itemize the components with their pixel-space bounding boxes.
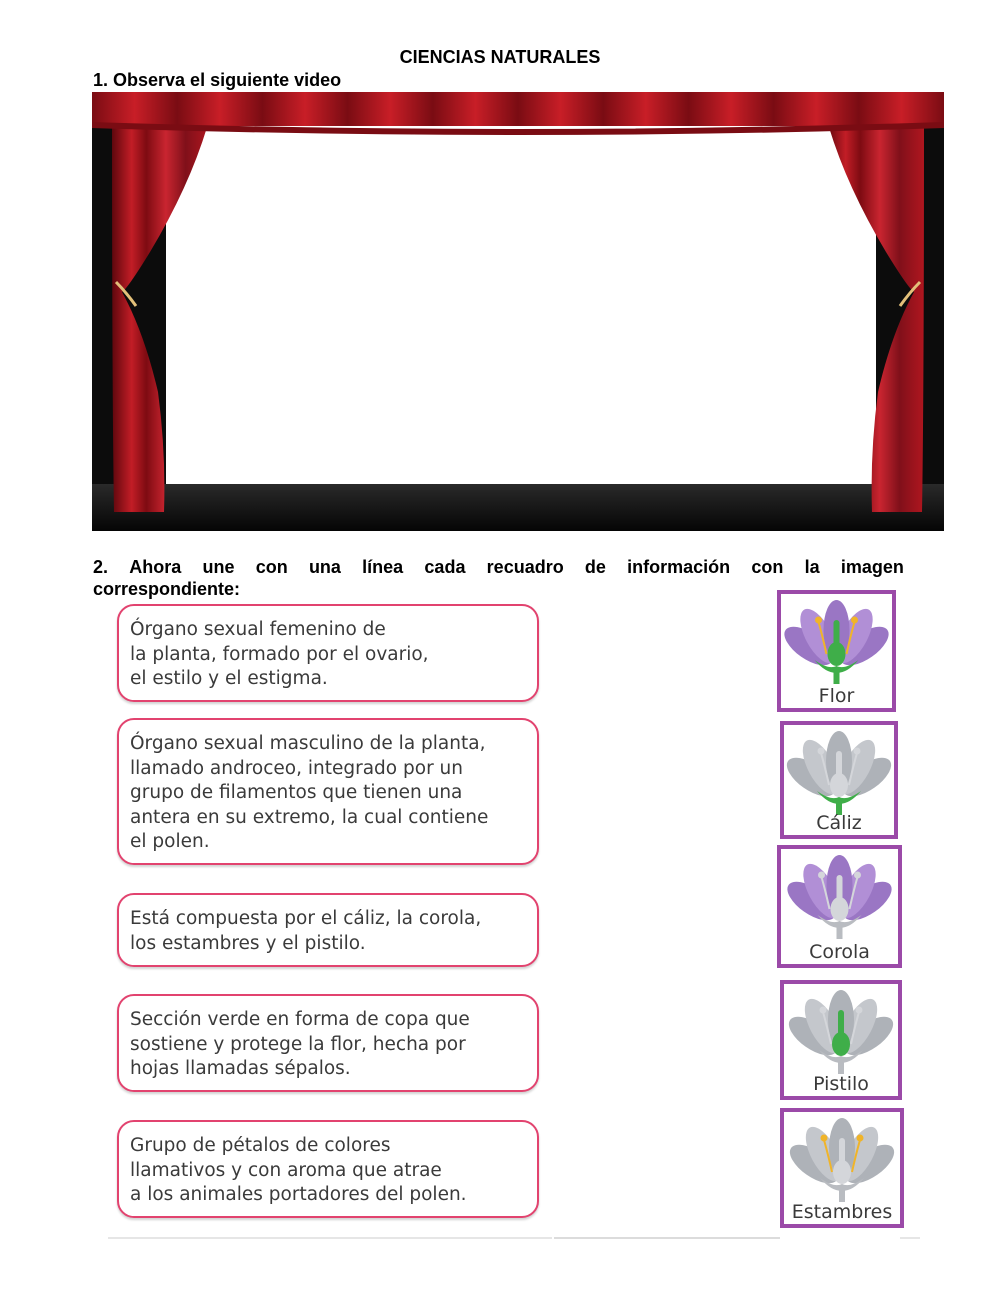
- page-title: CIENCIAS NATURALES: [399, 47, 601, 67]
- description-line: Órgano sexual femenino de: [130, 619, 386, 640]
- flower-icon: [781, 594, 892, 688]
- description-box[interactable]: [117, 994, 539, 1092]
- flower-icon: [784, 725, 894, 815]
- question-2-word: la: [804, 557, 820, 577]
- image-card-label: Corola: [809, 941, 870, 963]
- description-line: el estilo y el estigma.: [130, 668, 328, 689]
- image-card-corola[interactable]: [777, 845, 902, 968]
- question-2-word: una: [308, 557, 341, 577]
- description-line: antera en su extremo, la cual contiene: [130, 806, 489, 828]
- divider: [554, 1237, 780, 1239]
- description-box[interactable]: [117, 604, 539, 702]
- video-stage[interactable]: [92, 92, 944, 531]
- description-line: los estambres y el pistilo.: [130, 932, 366, 954]
- description-line: a los animales portadores del polen.: [130, 1184, 467, 1205]
- image-card-label: Estambres: [791, 1201, 893, 1223]
- description-line: Está compuesta por el cáliz, la corola,: [130, 908, 482, 929]
- divider: [900, 1237, 920, 1239]
- description-box[interactable]: [117, 893, 539, 967]
- question-2-line1: [93, 556, 904, 578]
- question-2-word: cada: [424, 557, 466, 577]
- description-line: Sección verde en forma de copa que: [130, 1009, 470, 1030]
- description-box[interactable]: [117, 718, 539, 865]
- description-line: el polen.: [130, 831, 210, 852]
- image-card-estambres[interactable]: [780, 1108, 904, 1228]
- question-2-line2: correspondiente:: [93, 579, 241, 599]
- flower-icon: [784, 1112, 900, 1204]
- image-card-label: Flor: [818, 685, 855, 707]
- question-2-word: 2.: [93, 557, 109, 577]
- description-line: hojas llamadas sépalos.: [130, 1058, 351, 1079]
- question-1: 1. Observa el siguiente video: [93, 70, 342, 90]
- description-line: sostiene y protege la flor, hecha por: [130, 1033, 466, 1055]
- flower-icon: [784, 984, 898, 1076]
- description-line: llamado androceo, integrado por un: [130, 757, 463, 779]
- question-2-word: imagen: [840, 557, 904, 577]
- description-box[interactable]: [117, 1120, 539, 1218]
- divider: [108, 1237, 552, 1239]
- question-2-word: con: [255, 557, 288, 577]
- question-2-word: de: [584, 557, 606, 577]
- question-2-word: Ahora: [129, 557, 182, 577]
- image-card-label: Pistilo: [813, 1073, 869, 1095]
- question-2-word: recuadro: [486, 557, 564, 577]
- image-card-caliz[interactable]: [780, 721, 898, 839]
- description-line: Grupo de pétalos de colores: [130, 1135, 391, 1156]
- description-line: grupo de filamentos que tienen una: [130, 782, 463, 803]
- description-line: llamativos y con aroma que atrae: [130, 1159, 442, 1181]
- image-card-pistilo[interactable]: [780, 980, 902, 1100]
- description-line: Órgano sexual masculino de la planta,: [130, 733, 486, 754]
- question-2-word: línea: [362, 557, 404, 577]
- question-2-word: con: [751, 557, 784, 577]
- image-card-flor[interactable]: [777, 590, 896, 712]
- description-line: la planta, formado por el ovario,: [130, 643, 429, 665]
- flower-icon: [781, 849, 898, 944]
- image-card-label: Cáliz: [816, 812, 862, 834]
- question-2-word: une: [202, 557, 235, 577]
- question-2-word: información: [627, 557, 731, 577]
